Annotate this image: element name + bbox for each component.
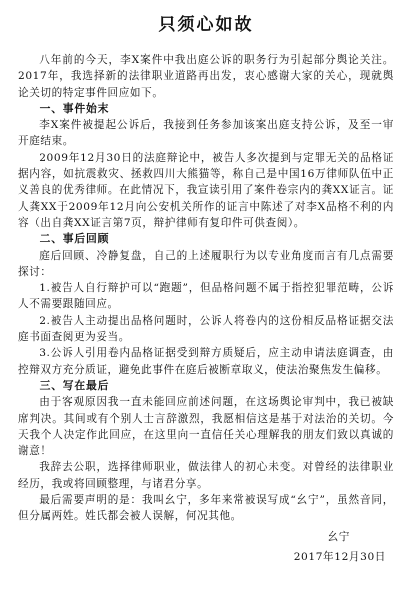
section-heading-closing: 三、写在最后 — [39, 378, 110, 392]
signature-name: 幺宁 — [327, 530, 350, 543]
numbered-point-2: 2.被告人主动提出品格问题时，公诉人将卷内的这份相反品格证据交法庭书面查阅更为妥当。 — [18, 314, 394, 344]
section-heading-events: 一、事件始末 — [39, 101, 110, 115]
body-paragraph: 2009年12月30日的法庭辩论中，被告人多次提到与定罪无关的品格证据内容，如抗震救灾、拯救四川大熊猫等，称自己是中国16万律师队伍中正义善良的优秀律师。在此情况下，我宣读引用了案件卷宗内的龚XX证言。证人龚XX于2009年12月向公安机关所作的证言中陈述了对李X品格不利的内容（出自龚XX证言第7页，辩护律师有复印件可供查阅）。 — [18, 151, 394, 229]
body-paragraph: 我辞去公职，选择律师职业，做法律人的初心未变。对曾经的法律职业经历，我或将回顾整理，与诸君分享。 — [18, 461, 394, 490]
body-paragraph: 最后需要声明的是：我叫幺宁，多年来常被误写成“幺宁”，虽然音同，但分属两姓。姓氏都会被人误解，何况其他。 — [18, 494, 394, 523]
body-paragraph: 由于客观原因我一直未能回应前述问题，在这场舆论审判中，我已被缺席判决。其间或有个别人士言辞激烈，我愿相信这是基于对法治的关切。今天我个人决定作此回应，在这里向一直信任关心理解我的朋友们致以真诚的谢意！ — [18, 396, 394, 458]
section-heading-review: 二、事后回顾 — [39, 232, 110, 246]
body-paragraph: 李X案件被提起公诉后，我接到任务参加该案出庭支持公诉，及至一审开庭结束。 — [18, 119, 394, 148]
document-title: 只须心如故 — [158, 15, 254, 35]
numbered-point-3: 3.公诉人引用卷内品格证据受到辩方质疑后，应主动申请法庭调查，由控辩双方充分质证，避免此事件在庭后被断章取义，使法治聚焦发生偏移。 — [18, 347, 394, 376]
signature-date: 2017年12月30日 — [293, 550, 386, 563]
intro-paragraph: 八年前的今天，李X案件中我出庭公诉的职务行为引起部分舆论关注。2017年，我选择新的法律职业道路再出发，衷心感谢大家的关心，现就舆论关切的特定事件回应如下。 — [18, 54, 394, 99]
numbered-point-1: 1.被告人自行辩护可以“跑题”，但品格问题不属于指控犯罪范畴，公诉人不需要跟随回应。 — [18, 282, 394, 311]
body-paragraph: 庭后回顾、冷静复盘，自己的上述履职行为以专业角度而言有几点需要探讨： — [18, 249, 394, 278]
